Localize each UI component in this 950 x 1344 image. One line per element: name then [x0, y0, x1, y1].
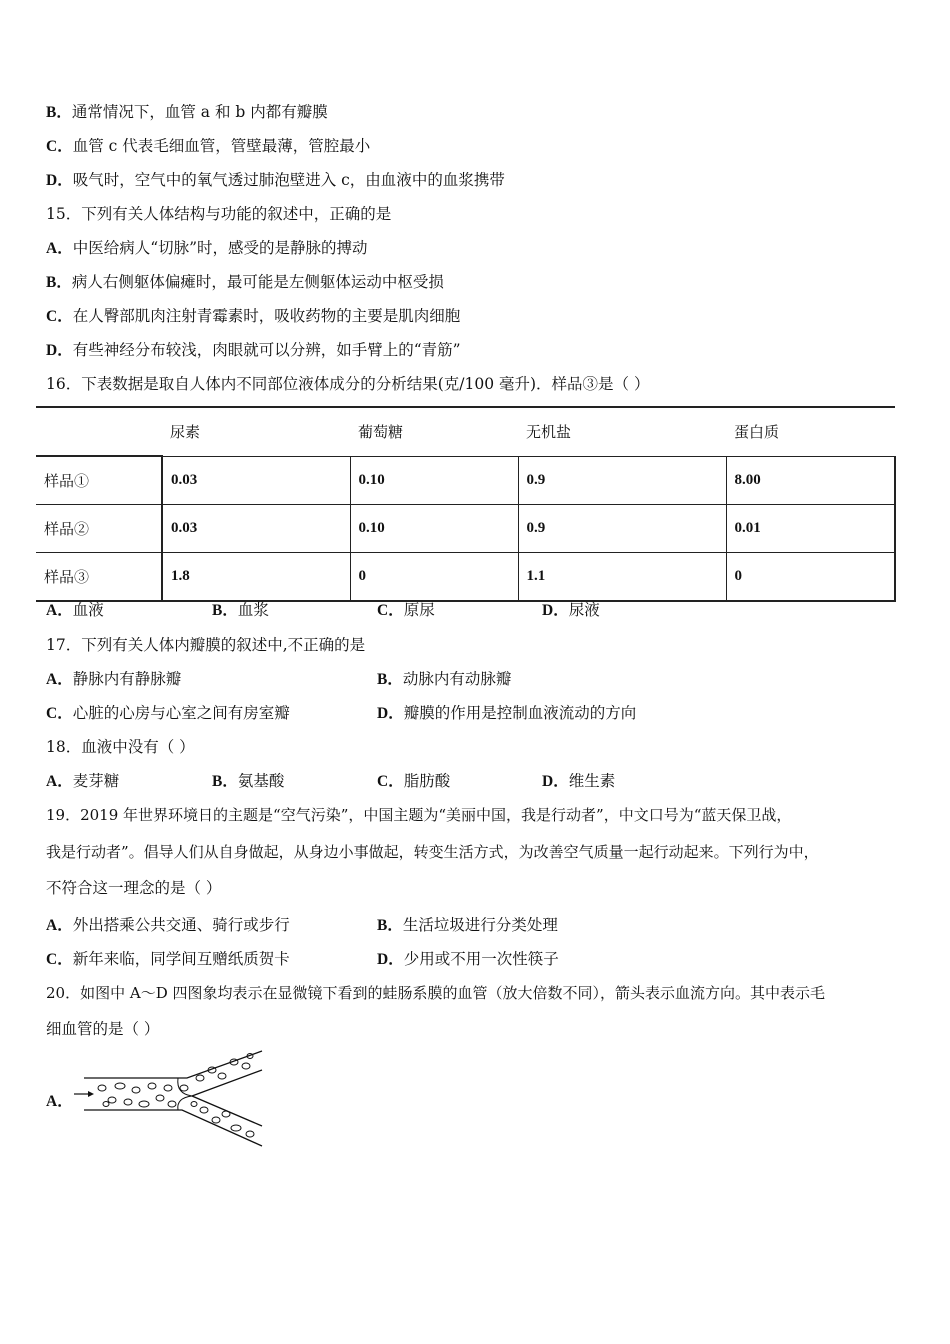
option-text: 血液	[72, 601, 104, 619]
table-header-cell: 蛋白质	[726, 407, 895, 456]
option-label: A．	[46, 671, 73, 688]
q15-option-a	[46, 238, 368, 259]
option-label: A．	[46, 773, 73, 790]
table-cell: 0.9	[518, 505, 726, 553]
q16-option-d	[542, 600, 600, 621]
table-cell: 0.10	[350, 456, 518, 505]
option-text: 瓣膜的作用是控制血液流动的方向	[403, 704, 637, 722]
q16-option-a	[46, 600, 104, 621]
q20-stem-line2: 细血管的是（ ）	[46, 1020, 160, 1038]
option-text: 血管 c 代表毛细血管，管壁最薄，管腔最小	[72, 137, 371, 155]
table-header-cell	[36, 407, 162, 456]
q18-stem: 18．血液中没有（ ）	[46, 738, 195, 756]
q18-option-d	[542, 771, 615, 792]
option-text: 外出搭乘公共交通、骑行或步行	[72, 916, 290, 934]
q19-stem-line2: 我是行动者”。倡导人们从自身做起，从身边小事做起，转变生活方式，为改善空气质量一起行动起来。下列行为中，	[46, 843, 819, 861]
table-cell: 1.1	[518, 553, 726, 602]
option-label: A．	[46, 1093, 73, 1110]
q15-option-d	[46, 340, 461, 361]
option-text: 吸气时，空气中的氧气透过肺泡壁进入 c，由血液中的血浆携带	[72, 171, 505, 189]
q18-option-c	[377, 771, 450, 792]
table-cell: 0	[726, 553, 895, 602]
table-cell-label: 样品②	[36, 505, 162, 553]
table-row	[36, 505, 895, 553]
q19-option-b	[377, 915, 558, 936]
q20-option-a	[46, 1091, 73, 1112]
q17-option-d	[377, 703, 636, 724]
option-text: 原尿	[403, 601, 435, 619]
option-label: C．	[377, 773, 404, 790]
table-cell: 0.03	[162, 456, 350, 505]
q19-stem-line1: 19．2019 年世界环境日的主题是“空气污染”，中国主题为“美丽中国，我是行动者”，中文口号为“蓝天保卫战，	[46, 806, 792, 824]
option-text: 有些神经分布较浅，肉眼就可以分辨，如手臂上的“青筋”	[72, 341, 461, 359]
option-label: A．	[46, 917, 73, 934]
option-label: A．	[46, 602, 73, 619]
option-text: 静脉内有静脉瓣	[72, 670, 182, 688]
table-row	[36, 456, 895, 505]
option-label: D．	[377, 951, 404, 968]
q17-option-a	[46, 669, 181, 690]
option-text: 通常情况下，血管 a 和 b 内都有瓣膜	[71, 103, 328, 121]
option-label: B．	[377, 917, 403, 934]
option-text: 脂肪酸	[403, 772, 451, 790]
q17-stem: 17．下列有关人体内瓣膜的叙述中,不正确的是	[46, 636, 366, 654]
q17-option-b	[377, 669, 511, 690]
table-cell: 0.03	[162, 505, 350, 553]
option-text: 在人臀部肌肉注射青霉素时，吸收药物的主要是肌肉细胞	[72, 307, 461, 325]
option-label: A．	[46, 240, 73, 257]
q14-option-c	[46, 136, 370, 157]
q18-option-a	[46, 771, 119, 792]
table-cell: 1.8	[162, 553, 350, 602]
table-cell: 0.01	[726, 505, 895, 553]
q16-option-b	[212, 600, 269, 621]
table-row	[36, 553, 895, 602]
option-text: 动脉内有动脉瓣	[402, 670, 512, 688]
option-label: B．	[46, 104, 72, 121]
q19-option-c	[46, 949, 290, 970]
table-header-cell: 尿素	[162, 407, 350, 456]
table-header-cell: 无机盐	[518, 407, 726, 456]
q19-option-d	[377, 949, 559, 970]
option-label: D．	[46, 172, 73, 189]
q19-stem-line3: 不符合这一理念的是（ ）	[46, 879, 222, 897]
q16-stem: 16．下表数据是取自人体内不同部位液体成分的分析结果(克/100 毫升)．样品③是（ ）	[46, 375, 650, 393]
option-label: B．	[212, 602, 238, 619]
option-text: 心脏的心房与心室之间有房室瓣	[72, 704, 290, 722]
q16-option-c	[377, 600, 435, 621]
option-text: 生活垃圾进行分类处理	[402, 916, 558, 934]
option-label: D．	[377, 705, 404, 722]
option-text: 氨基酸	[237, 772, 285, 790]
q14-option-d	[46, 170, 505, 191]
option-label: B．	[212, 773, 238, 790]
q15-stem: 15．下列有关人体结构与功能的叙述中，正确的是	[46, 205, 392, 223]
option-text: 病人右侧躯体偏瘫时，最可能是左侧躯体运动中枢受损	[71, 273, 444, 291]
q14-option-b	[46, 102, 328, 123]
blood-vessel-branching-figure	[72, 1048, 272, 1148]
table-header-row	[36, 407, 895, 456]
q16-table	[36, 406, 896, 602]
option-label: D．	[46, 342, 73, 359]
q19-option-a	[46, 915, 290, 936]
q17-option-c	[46, 703, 290, 724]
option-text: 麦芽糖	[72, 772, 120, 790]
option-label: B．	[46, 274, 72, 291]
option-label: B．	[377, 671, 403, 688]
option-text: 少用或不用一次性筷子	[403, 950, 559, 968]
table-header-cell: 葡萄糖	[350, 407, 518, 456]
table-cell: 8.00	[726, 456, 895, 505]
q15-option-b	[46, 272, 444, 293]
table-cell: 0.9	[518, 456, 726, 505]
q18-option-b	[212, 771, 284, 792]
q20-stem-line1: 20．如图中 A～D 四图象均表示在显微镜下看到的蛙肠系膜的血管（放大倍数不同），箭头表示血流方向。其中表示毛	[46, 984, 825, 1002]
option-label: C．	[377, 602, 404, 619]
option-label: C．	[46, 138, 73, 155]
option-text: 中医给病人“切脉”时，感受的是静脉的搏动	[72, 239, 368, 257]
table-cell: 0.10	[350, 505, 518, 553]
option-text: 新年来临，同学间互赠纸质贺卡	[72, 950, 290, 968]
table-cell: 0	[350, 553, 518, 602]
option-label: C．	[46, 308, 73, 325]
table-cell-label: 样品③	[36, 553, 162, 602]
option-label: D．	[542, 602, 569, 619]
option-label: D．	[542, 773, 569, 790]
option-label: C．	[46, 705, 73, 722]
option-label: C．	[46, 951, 73, 968]
option-text: 血浆	[237, 601, 269, 619]
table-cell-label: 样品①	[36, 456, 162, 505]
option-text: 尿液	[568, 601, 600, 619]
q15-option-c	[46, 306, 460, 327]
option-text: 维生素	[568, 772, 616, 790]
